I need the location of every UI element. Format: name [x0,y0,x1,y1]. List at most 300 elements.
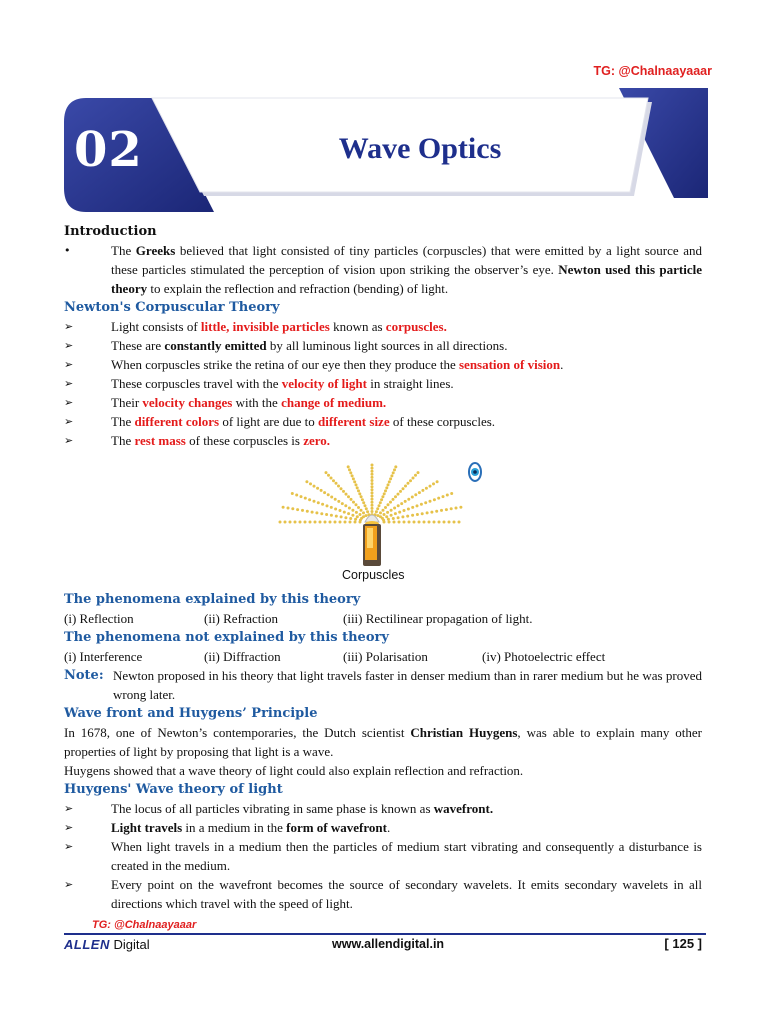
corpuscle-dot [365,514,368,517]
text: . [386,820,391,835]
corpuscle-dot [414,474,417,477]
corpuscle-dot [360,509,363,512]
corpuscle-dot [387,483,390,486]
corpuscle-dot [305,480,308,483]
corpuscle-dot [445,508,448,511]
corpuscle-dot [371,485,374,488]
corpuscle-dot [403,509,406,512]
text: When corpuscles strike the retina of our eye then they produce the [111,357,459,372]
corpuscle-dot [393,468,396,471]
brand-digital: Digital [109,937,150,952]
heading-newton-theory: Newton's Corpuscular Theory [64,300,280,315]
explained-item: (iii) Rectilinear propagation of light. [343,611,533,626]
corpuscle-dot [411,514,414,517]
corpuscle-dot [329,521,332,524]
corpuscle-dot [359,513,362,516]
corpuscle-dot [440,509,443,512]
not-explained-item: (i) Interference [64,649,143,664]
corpuscle-dot [438,521,441,524]
corpuscle-dot [335,482,338,485]
corpuscle-dot [423,521,426,524]
corpuscle-dot [304,497,307,500]
corpuscle-dot [429,485,432,488]
text: of these corpuscles is [185,433,304,448]
corpuscle-dot [334,508,337,511]
corpuscle-dot [413,521,416,524]
bold-term: Light travels [111,820,183,835]
corpuscle-dot [437,497,440,500]
highlight: change of medium. [281,395,387,410]
corpuscle-dot [347,465,350,468]
corpuscle-dot [287,507,290,510]
corpuscle-dot [342,490,345,493]
wave-item-4 [64,875,702,913]
corpuscle-dot [354,521,357,524]
corpuscle-dot [390,509,393,512]
huygens-paragraph-2: Huygens showed that a wave theory of light could also explain reflection and refraction. [64,763,524,778]
corpuscle-dot [351,474,354,477]
text: of these corpuscles. [389,414,496,429]
corpuscle-dot [324,521,327,524]
highlight: different colors [134,414,220,429]
figure-caption: Corpuscles [342,568,405,582]
eye-icon [469,463,481,481]
corpuscle-dot [455,507,458,510]
corpuscle-dot [357,506,360,509]
text: , was able to explain many other properties of light by proposing that light is a wave. [64,725,702,759]
note-label: Note: [64,668,104,683]
corpuscle-dot [320,489,323,492]
corpuscle-dot [349,471,352,474]
corpuscle-dot [323,491,326,494]
corpuscle-dot [384,506,387,509]
corpuscle-dot [414,493,417,496]
highlight: zero. [303,433,331,448]
arrow-marker: ➢ [64,802,74,815]
corpuscle-dot [407,508,410,511]
corpuscle-dot [352,501,355,504]
corpuscle-dot [386,511,389,514]
text: Every point on the wavefront becomes the source of secondary wavelets. It emits secondary wavelets in all directions which travel with the speed of light. [111,877,702,911]
corpuscle-dot [371,495,374,498]
highlight: rest mass [134,433,186,448]
corpuscle-dot [350,498,353,501]
corpuscle-dot [412,477,415,480]
corpuscle-dot [371,473,374,476]
corpuscle-dot [319,521,322,524]
corpuscle-dot [443,521,446,524]
wave-item-1 [64,799,702,818]
corpuscle-dot [417,471,420,474]
telegram-handle-bottom: TG: @Chalnaayaaar [92,919,197,931]
corpuscle-dot [371,464,374,467]
corpuscle-dot [424,501,427,504]
corpuscle-dot [411,496,414,499]
highlight: velocity changes [142,395,233,410]
corpuscle-dot [321,503,324,506]
not-explained-item: (ii) Diffraction [204,649,281,664]
corpuscle-dot [379,501,382,504]
heading-wave-theory: Huygens' Wave theory of light [64,782,283,797]
text: known as [329,319,386,334]
corpuscle-dot [381,495,384,498]
corpuscle-dot [379,511,382,514]
text: of light are due to [219,414,318,429]
bold-term: form of wavefront [286,820,387,835]
arrow-marker: ➢ [64,415,74,428]
corpuscle-dot [371,479,374,482]
corpuscle-dot [358,492,361,495]
corpuscle-dot [392,498,395,501]
corpuscle-dot [408,521,411,524]
not-explained-list [64,647,702,666]
corpuscle-dot [291,507,294,510]
newton-item-6 [64,412,702,431]
corpuscle-dot [399,490,402,493]
corpuscle-dot [355,503,358,506]
highlight: corpuscles. [385,319,447,334]
corpuscle-dot [383,492,386,495]
corpuscle-dot [291,492,294,495]
corpuscle-dot [347,512,350,515]
corpuscle-dot [393,521,396,524]
corpuscle-dot [325,471,328,474]
corpuscle-dot [375,510,378,513]
intro-text-3: to explain the reflection and refraction (bending) of light. [147,281,449,296]
note-text: Newton proposed in his theory that light travels faster in denser medium than in rarer medium but he was proved wrong later. [113,668,702,702]
corpuscle-dot [335,515,338,518]
corpuscle-dot [397,493,400,496]
candle-icon [363,515,381,566]
bold-term: Christian Huygens [410,725,518,740]
newton-item-5 [64,393,702,412]
corpuscle-dot [371,501,374,504]
corpuscle-dot [365,507,368,510]
corpuscle-dot [340,515,343,518]
corpuscle-dot [385,486,388,489]
corpuscle-dot [385,515,388,518]
corpuscle-dot [436,480,439,483]
corpuscle-dot [304,521,307,524]
corpuscle-dot [407,498,410,501]
intro-greeks: Greeks [135,243,176,258]
newton-item-4 [64,374,702,393]
arrow-marker: ➢ [64,320,74,333]
corpuscle-dot [306,510,309,513]
arrow-marker: ➢ [64,339,74,352]
corpuscle-dot [402,487,405,490]
corpuscle-dot [344,516,347,519]
corpuscle-dot [330,496,333,499]
corpuscle-dot [327,474,330,477]
explained-item: (ii) Refraction [204,611,278,626]
corpuscle-dot [344,504,347,507]
corpuscle-dot [371,507,374,510]
not-explained-item: (iv) Photoelectric effect [482,649,606,664]
corpuscle-dot [339,509,342,512]
corpuscle-dot [326,504,329,507]
corpuscle-dot [371,470,374,473]
corpuscle-dot [334,498,337,501]
corpuscle-dot [390,474,393,477]
corpuscle-dot [341,502,344,505]
text: These corpuscles travel with the [111,376,282,391]
intro-text-2: believed that light consisted of tiny particles (corpuscles) that were emitted by a light source and these particles stimulated the perception of vision upon striking the observer’s eye. [111,243,702,277]
corpuscle-dot [364,504,367,507]
corpuscle-dot [432,482,435,485]
brand-allen: ALLEN [64,937,110,952]
corpuscle-dot [340,487,343,490]
corpuscle-dot [376,507,379,510]
corpuscle-dot [446,494,449,497]
text: Their [111,395,143,410]
footer-divider [64,933,706,935]
arrow-marker: ➢ [64,377,74,390]
corpuscle-dot [371,488,374,491]
corpuscle-dot [387,503,390,506]
corpuscle-dot [289,521,292,524]
corpuscle-dot [309,482,312,485]
arrow-marker: ➢ [64,821,74,834]
corpuscle-dot [354,518,357,521]
corpuscle-dot [371,467,374,470]
explained-list [64,609,702,628]
corpuscle-dot [371,510,374,513]
corpuscle-dot [279,521,282,524]
corpuscle-dot [411,506,414,509]
corpuscle-dot [400,502,403,505]
highlight: velocity of light [281,376,367,391]
corpuscle-dot [301,509,304,512]
arrow-marker: ➢ [64,358,74,371]
newton-item-1 [64,317,702,336]
corpuscle-dot [330,506,333,509]
corpuscle-dot [337,500,340,503]
corpuscle-dot [407,482,410,485]
corpuscle-dot [311,511,314,514]
heading-explained: The phenomena explained by this theory [64,592,361,607]
corpuscle-dot [366,510,369,513]
highlight: little, invisible particles [200,319,330,334]
arrow-marker: ➢ [64,840,74,853]
corpuscle-dot [349,517,352,520]
corpuscle-dot [300,495,303,498]
corpuscle-dot [282,506,285,509]
corpuscle-dot [334,521,337,524]
corpuscle-dot [361,498,364,501]
corpuscle-dot [284,521,287,524]
corpuscle-dot [404,485,407,488]
corpuscles-figure [64,456,702,588]
text: in a medium in the [182,820,287,835]
corpuscle-dot [296,508,299,511]
arrow-marker: ➢ [64,434,74,447]
corpuscle-dot [397,504,400,507]
website-link[interactable]: www.allendigital.in [332,937,445,951]
corpuscle-dot [355,511,358,514]
corpuscle-dot [351,509,354,512]
explained-item: (i) Reflection [64,611,134,626]
corpuscle-dot [426,511,429,514]
corpuscle-dot [356,486,359,489]
corpuscle-dot [371,476,374,479]
page-content [64,222,702,913]
corpuscle-dot [362,511,365,514]
corpuscle-dot [320,512,323,515]
corpuscle-dot [394,512,397,515]
corpuscle-dot [332,479,335,482]
corpuscle-dot [393,507,396,510]
huygens-paragraph-1 [64,723,702,761]
corpuscle-dot [401,515,404,518]
corpuscle-dot [349,521,352,524]
note-block [64,666,702,704]
corpuscle-dot [388,480,391,483]
corpuscle-dot [313,485,316,488]
corpuscle-dot [418,521,421,524]
corpuscle-dot [392,471,395,474]
text: with the [232,395,282,410]
page-number: [ 125 ] [664,936,702,951]
corpuscle-dot [351,514,354,517]
corpuscle-dot [421,489,424,492]
corpuscle-dot [343,511,346,514]
corpuscle-dot [389,477,392,480]
text: In 1678, one of Newton’s contemporaries, the Dutch scientist [64,725,411,740]
corpuscle-dot [459,506,462,509]
corpuscle-dot [371,498,374,501]
corpuscle-dot [435,510,438,513]
corpuscle-dot [398,511,401,514]
corpuscle-dot [355,483,358,486]
corpuscle-dot [345,493,348,496]
corpuscle-dot [344,521,347,524]
text: The [111,414,135,429]
corpuscle-dot [392,517,395,520]
intro-text-1: The [111,243,136,258]
corpuscle-dot [356,515,359,518]
corpuscle-dot [453,521,456,524]
brand-logo [64,937,150,952]
wave-item-3 [64,837,702,875]
highlight: sensation of vision [458,357,561,372]
corpuscle-dot [433,498,436,501]
corpuscle-dot [299,521,302,524]
corpuscle-dot [294,521,297,524]
corpuscle-dot [389,501,392,504]
corpuscle-dot [371,504,374,507]
bold-term: wavefront. [433,801,494,816]
corpuscle-dot [420,503,423,506]
candle-illustration [272,456,502,568]
corpuscle-dot [309,521,312,524]
corpuscle-dot [416,504,419,507]
chapter-number: 02 [74,122,143,178]
heading-not-explained: The phenomena not explained by this theory [64,630,389,645]
corpuscle-dot [347,495,350,498]
corpuscle-dot [360,495,363,498]
arrow-marker: ➢ [64,396,74,409]
intro-paragraph [64,241,702,298]
corpuscle-dot [450,492,453,495]
corpuscle-dot [380,498,383,501]
corpuscle-dot [442,495,445,498]
text: in straight lines. [366,376,454,391]
text: When light travels in a medium then the particles of medium start vibrating and consequently a disturbance is created in the medium. [111,839,702,873]
corpuscle-dot [409,479,412,482]
corpuscle-dot [382,509,385,512]
corpuscle-dot [390,514,393,517]
corpuscle-dot [383,513,386,516]
corpuscle-dot [458,521,461,524]
bullet-marker: • [64,244,71,257]
corpuscle-dot [314,521,317,524]
bold-term: constantly emitted [164,338,267,353]
corpuscle-dot [383,521,386,524]
text: The [111,433,135,448]
text: Light consists of [111,319,201,334]
text: The locus of all particles vibrating in same phase is known as [111,801,434,816]
corpuscle-dot [316,487,319,490]
text: by all luminous light sources in all directions. [266,338,508,353]
corpuscle-dot [450,507,453,510]
corpuscle-dot [387,518,390,521]
intro-newton: Newton used this particle theory [111,262,702,296]
heading-introduction: Introduction [64,224,157,239]
heading-huygens-principle: Wave front and Huygens’ Principle [64,706,318,721]
corpuscle-dot [388,521,391,524]
corpuscle-dot [327,493,330,496]
corpuscle-dot [430,511,433,514]
corpuscle-dot [330,477,333,480]
wave-item-2 [64,818,702,837]
corpuscle-dot [315,511,318,514]
corpuscle-dot [353,480,356,483]
corpuscle-dot [397,516,400,519]
corpuscle-dot [325,513,328,516]
corpuscle-dot [337,485,340,488]
corpuscle-dot [394,465,397,468]
corpuscle-dot [394,495,397,498]
corpuscle-dot [371,491,374,494]
chapter-title: Wave Optics [338,132,502,165]
newton-item-3 [64,355,702,374]
corpuscle-dot [378,504,381,507]
not-explained-item: (iii) Polarisation [343,649,428,664]
corpuscle-dot [308,498,311,501]
corpuscle-dot [313,500,316,503]
corpuscle-dot [429,500,432,503]
corpuscle-dot [416,513,419,516]
newton-item-2 [64,336,702,355]
corpuscle-dot [403,521,406,524]
highlight: different size [318,414,390,429]
corpuscle-dot [317,501,320,504]
corpuscle-dot [425,487,428,490]
text: . [560,357,564,372]
corpuscle-dot [448,521,451,524]
telegram-handle-top: TG: @Chalnaayaaar [593,64,712,78]
arrow-marker: ➢ [64,878,74,891]
corpuscle-dot [433,521,436,524]
corpuscle-dot [406,515,409,518]
corpuscle-dot [384,489,387,492]
corpuscle-dot [330,514,333,517]
corpuscle-dot [348,468,351,471]
corpuscle-dot [348,507,351,510]
corpuscle-dot [339,521,342,524]
corpuscle-dot [421,512,424,515]
